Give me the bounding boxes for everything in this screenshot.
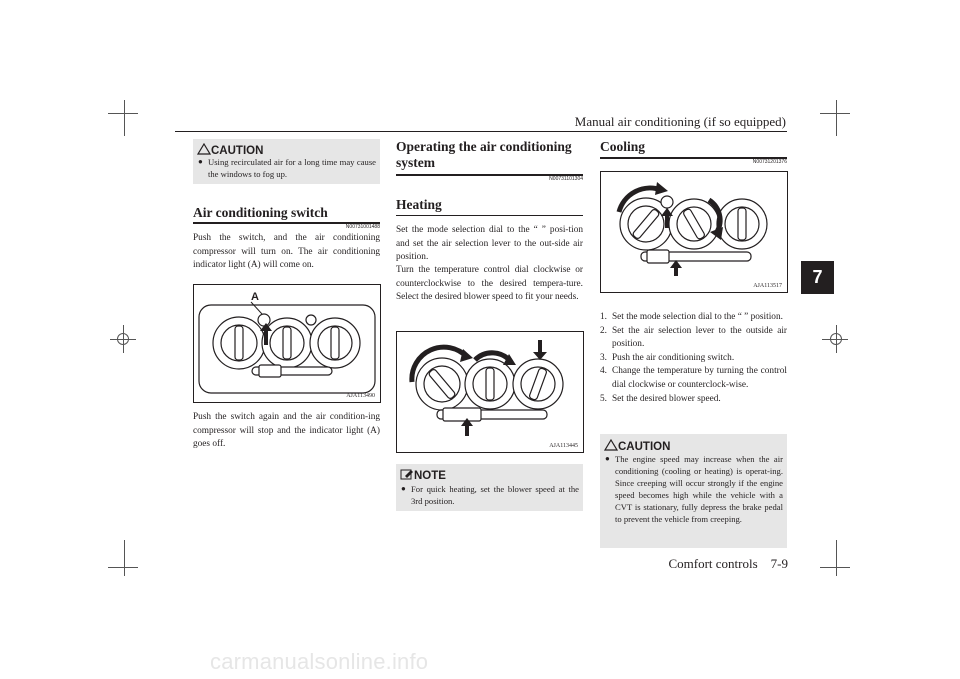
caution-header: CAUTION (197, 141, 263, 159)
note-box (396, 464, 583, 511)
header-rule (175, 131, 787, 132)
control-panel-cooling-illustration (601, 172, 787, 292)
caution-box-left (193, 139, 380, 184)
control-panel-illustration (194, 285, 380, 402)
note-pencil-icon (400, 468, 414, 480)
section-code: N00731201376 (752, 159, 787, 165)
step-item: 5. Set the desired blower speed. (600, 393, 721, 404)
bullet-icon: ● (401, 484, 406, 493)
step-item: 4. Change the temperature by turning the control dial clockwise or counterclock-wise. (600, 366, 787, 390)
chapter-tab: 7 (801, 261, 834, 294)
step-item: 3. Push the air conditioning switch. (600, 352, 735, 363)
figure-code: AJA113445 (549, 443, 578, 449)
figure-code: AJA113517 (753, 283, 782, 289)
section-title-cooling: Cooling (600, 139, 646, 154)
page-number: 7-9 (770, 556, 788, 571)
figure-code: AJA113490 (346, 393, 375, 399)
warning-triangle-icon (604, 439, 618, 451)
heating-paragraph-2: Turn the temperature control dial clockwise or counterclockwise to the desired tempera-ture. Select the desired blower speed to fit your needs. (396, 265, 583, 303)
caution-box-right (600, 434, 787, 548)
caution-text: The engine speed may increase when the air conditioning (cooling or heating) is operat-ing. Since creeping will occur strongly if the engine speed becomes high while the vehicle with a CVT is stationary, fully depress the brake pedal to prevent the vehicle from creeping. (615, 454, 783, 524)
footer-section: Comfort controls (668, 556, 758, 571)
control-panel-heating-illustration (397, 332, 583, 452)
section-code: N00731001488 (345, 224, 380, 230)
ac-switch-paragraph: Push the switch, and the air conditioning compressor will turn on. The air conditioning indicator light (A) will come on. (193, 233, 380, 271)
section-title-ac-switch: Air conditioning switch (193, 205, 328, 220)
page-footer (640, 556, 788, 572)
figure-label-a: A (251, 291, 259, 303)
figure-heating (396, 331, 584, 453)
cooling-steps (600, 311, 787, 406)
caution-text: Using recirculated air for a long time may cause the windows to fog up. (208, 157, 376, 179)
page-header-title: Manual air conditioning (if so equipped) (574, 114, 786, 129)
figure-ac-switch (193, 284, 381, 403)
subsection-title-heating: Heating (396, 197, 442, 212)
note-text: For quick heating, set the blower speed at the 3rd position. (411, 484, 579, 506)
warning-triangle-icon (197, 143, 211, 155)
subsection-rule (396, 215, 583, 216)
bullet-icon: ● (605, 454, 610, 463)
section-code: N00731101304 (549, 176, 583, 182)
figure-cooling (600, 171, 788, 293)
ac-switch-off-paragraph: Push the switch again and the air condition-ing compressor will stop and the indicator light (A) goes off. (193, 412, 380, 450)
note-header: NOTE (400, 466, 446, 484)
watermark: carmanualsonline.info (210, 649, 429, 674)
step-item: 1. Set the mode selection dial to the “ ” position. (600, 312, 783, 322)
section-title-operating: Operating the air conditioning system (396, 139, 572, 170)
bullet-icon: ● (198, 157, 203, 166)
heating-paragraph-1: Set the mode selection dial to the “ ” posi-tion and set the air selection lever to the out-side air position. (396, 225, 583, 263)
caution-header: CAUTION (604, 437, 670, 455)
step-item: 2. Set the air selection lever to the outside air position. (600, 325, 787, 350)
